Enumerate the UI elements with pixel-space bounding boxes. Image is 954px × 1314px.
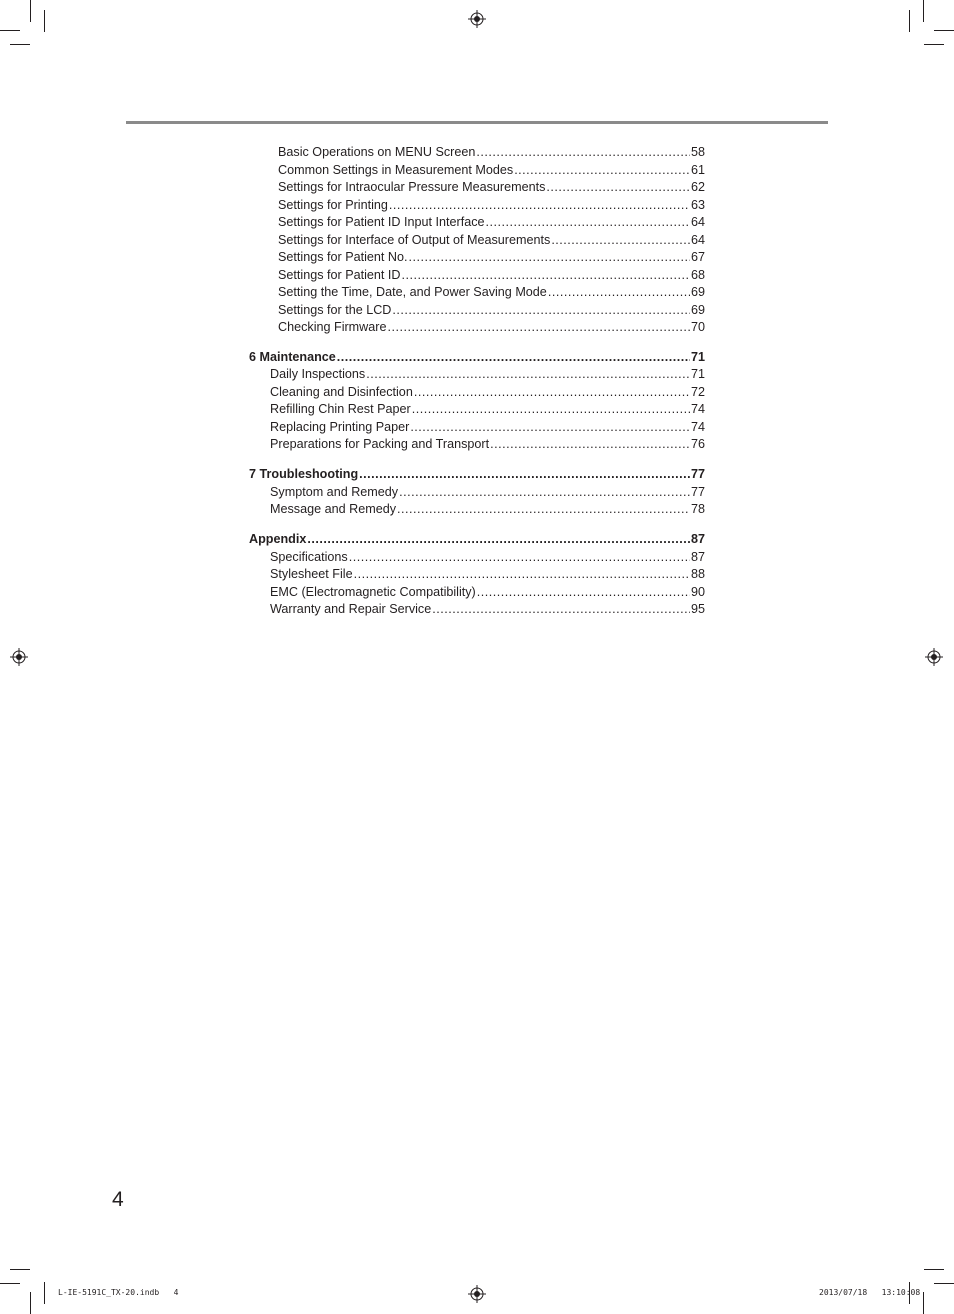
registration-mark-icon	[925, 648, 943, 666]
toc-group-maintenance	[249, 349, 705, 454]
crop-mark	[934, 30, 954, 31]
slug-date: 2013/07/18	[819, 1288, 868, 1297]
toc-entry[interactable]: Common Settings in Measurement Modes ..... 61	[249, 162, 705, 180]
slug-timestamp	[819, 1288, 920, 1297]
toc-entry[interactable]: Settings for Printing ..... 63	[249, 197, 705, 215]
crop-mark	[30, 1292, 31, 1314]
toc-entry[interactable]: Checking Firmware ..... 70	[249, 319, 705, 337]
registration-mark-icon	[468, 10, 486, 28]
toc-group-troubleshooting	[249, 466, 705, 519]
toc-chapter-heading[interactable]: 6 Maintenance ..... 71	[249, 349, 705, 367]
crop-mark	[44, 10, 45, 32]
toc-entry[interactable]: Daily Inspections ..... 71	[249, 366, 705, 384]
toc-entry[interactable]: Preparations for Packing and Transport ..... 76	[249, 436, 705, 454]
crop-mark	[0, 1283, 20, 1284]
toc-entry[interactable]: Stylesheet File ..... 88	[249, 566, 705, 584]
crop-mark	[923, 0, 924, 22]
toc-entry[interactable]: Specifications ..... 87	[249, 549, 705, 567]
crop-mark	[10, 1269, 30, 1270]
crop-mark	[44, 1282, 45, 1304]
crop-mark	[924, 1269, 944, 1270]
toc-entry[interactable]: Basic Operations on MENU Screen ..... 58	[249, 144, 705, 162]
registration-mark-icon	[10, 648, 28, 666]
toc-entry[interactable]: Settings for Patient ID Input Interface ..... 64	[249, 214, 705, 232]
crop-mark	[0, 30, 20, 31]
slug-file-page: 4	[173, 1288, 179, 1297]
toc-group-settings	[249, 144, 705, 337]
page-number: 4	[112, 1188, 124, 1211]
slug-file-name: L-IE-5191C_TX-20.indb	[58, 1288, 160, 1297]
toc-entry[interactable]: Refilling Chin Rest Paper ..... 74	[249, 401, 705, 419]
toc-entry[interactable]: Replacing Printing Paper ..... 74	[249, 419, 705, 437]
slug-time: 13:10:08	[881, 1288, 921, 1297]
toc-entry[interactable]: EMC (Electromagnetic Compatibility) ..... 90	[249, 584, 705, 602]
toc-entry[interactable]: Settings for Patient ID ..... 68	[249, 267, 705, 285]
toc-chapter-heading[interactable]: Appendix ..... 87	[249, 531, 705, 549]
crop-mark	[10, 44, 30, 45]
toc-entry[interactable]: Settings for Patient No. ..... 67	[249, 249, 705, 267]
crop-mark	[30, 0, 31, 22]
toc-group-appendix	[249, 531, 705, 619]
toc-entry[interactable]: Settings for Interface of Output of Measurements ..... 64	[249, 232, 705, 250]
toc-entry[interactable]: Warranty and Repair Service ..... 95	[249, 601, 705, 619]
toc-entry[interactable]: Settings for Intraocular Pressure Measurements ..... 62	[249, 179, 705, 197]
slug-file	[58, 1288, 178, 1297]
toc-entry[interactable]: Setting the Time, Date, and Power Saving Mode ..... 69	[249, 284, 705, 302]
registration-mark-icon	[468, 1285, 486, 1303]
table-of-contents	[249, 144, 705, 631]
toc-entry[interactable]: Cleaning and Disinfection ..... 72	[249, 384, 705, 402]
crop-mark	[923, 1292, 924, 1314]
crop-mark	[934, 1283, 954, 1284]
toc-chapter-heading[interactable]: 7 Troubleshooting ..... 77	[249, 466, 705, 484]
crop-mark	[909, 10, 910, 32]
crop-mark	[924, 44, 944, 45]
toc-entry[interactable]: Message and Remedy ..... 78	[249, 501, 705, 519]
header-rule	[126, 121, 828, 124]
toc-entry[interactable]: Symptom and Remedy ..... 77	[249, 484, 705, 502]
toc-entry[interactable]: Settings for the LCD ..... 69	[249, 302, 705, 320]
